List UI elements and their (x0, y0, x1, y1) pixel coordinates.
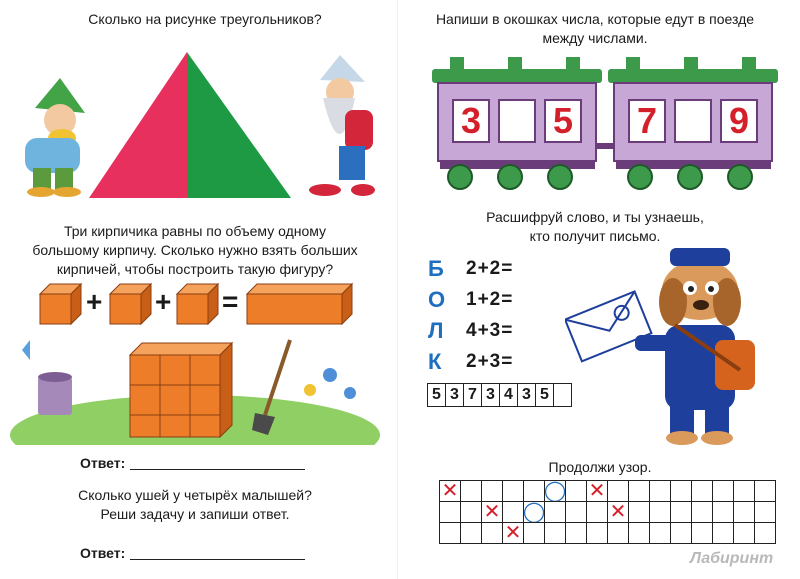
wagon1-window-1: 3 (452, 99, 490, 143)
code-cell: 3 (481, 383, 500, 407)
pattern-cell[interactable] (691, 480, 713, 502)
pattern-cell[interactable] (628, 501, 650, 523)
code-strip (428, 383, 572, 407)
pattern-cell-o: ◯ (543, 480, 567, 502)
pattern-cell[interactable] (649, 501, 671, 523)
cipher-row (428, 315, 513, 346)
watermark: Лабиринт (690, 550, 774, 567)
task-bricks-line-2: большому кирпичу. Сколько нужно взять больших (32, 242, 358, 258)
answer-label-2: Ответ: (80, 545, 126, 561)
plus-sign-2: + (155, 286, 172, 317)
pattern-row (440, 481, 776, 502)
pattern-cell[interactable] (691, 522, 713, 544)
pattern-row (440, 523, 776, 544)
task-bricks-line-1: Три кирпичика равны по объему одному (63, 223, 327, 239)
pattern-row (440, 502, 776, 523)
pattern-cell[interactable] (733, 480, 755, 502)
wagon1-window-2[interactable] (498, 99, 536, 143)
cipher-row (428, 284, 513, 315)
task-ears (20, 486, 370, 524)
pattern-cell[interactable] (523, 522, 545, 544)
code-cell: 4 (499, 383, 518, 407)
gnome-right-illustration (295, 50, 385, 200)
equals-sign: = (222, 286, 239, 317)
code-cell: 3 (517, 383, 536, 407)
task-cipher-line-2: кто получит письмо. (529, 228, 661, 244)
brick-cube-meadow-illustration (10, 335, 380, 445)
answer-field-2[interactable] (130, 559, 305, 560)
pattern-cell[interactable] (502, 501, 524, 523)
pattern-cell-o: ◯ (522, 501, 546, 523)
wagon2-window-1: 7 (628, 99, 666, 143)
wagon2-window-3: 9 (720, 99, 758, 143)
pattern-cell[interactable] (565, 501, 587, 523)
code-cell: 3 (445, 383, 464, 407)
task-ears-line-2: Реши задачу и запиши ответ. (100, 506, 290, 522)
pattern-cell[interactable] (544, 522, 566, 544)
pattern-cell[interactable] (481, 480, 503, 502)
pattern-cell[interactable] (712, 501, 734, 523)
answer-label-1: Ответ: (80, 455, 126, 471)
task-pattern: Продолжи узор. (548, 459, 652, 475)
code-cell: 5 (535, 383, 554, 407)
pattern-cell[interactable] (544, 501, 566, 523)
pattern-cell[interactable] (502, 480, 524, 502)
pattern-cell[interactable] (754, 522, 776, 544)
pattern-cell-x: ✕ (481, 501, 503, 523)
pattern-cell-x: ✕ (502, 522, 524, 544)
task-train (400, 10, 790, 48)
task-train-line-1: Напиши в окошках числа, которые едут в поезде (435, 11, 755, 27)
cipher-row (428, 253, 513, 284)
code-cell: 5 (427, 383, 446, 407)
pattern-cell[interactable] (481, 522, 503, 544)
cipher-row (428, 346, 513, 377)
cipher-letter: Б (428, 255, 444, 281)
pattern-cell[interactable] (439, 501, 461, 523)
cipher-expression: 1+2= (466, 288, 514, 310)
pattern-cell[interactable] (439, 522, 461, 544)
pattern-cell[interactable] (670, 522, 692, 544)
pattern-cell[interactable] (670, 480, 692, 502)
pattern-cell[interactable] (607, 522, 629, 544)
cipher-expression: 4+3= (466, 319, 514, 341)
small-brick-3 (175, 282, 220, 327)
triangle-figure (85, 48, 295, 203)
cipher-expression: 2+3= (466, 350, 514, 372)
pattern-cell[interactable] (460, 501, 482, 523)
pattern-cell[interactable] (628, 522, 650, 544)
pattern-cell[interactable] (649, 522, 671, 544)
cipher-letter: К (428, 348, 442, 374)
pattern-cell[interactable] (733, 522, 755, 544)
task-train-line-2: между числами. (542, 30, 648, 46)
pattern-grid (440, 481, 776, 544)
big-brick (245, 282, 355, 327)
pattern-cell-x: ✕ (607, 501, 629, 523)
pattern-cell[interactable] (754, 501, 776, 523)
cipher-list (428, 253, 513, 377)
pattern-cell[interactable] (649, 480, 671, 502)
cipher-letter: Л (428, 317, 444, 343)
pattern-cell[interactable] (712, 480, 734, 502)
page-fold (397, 0, 398, 579)
pattern-cell-x: ✕ (439, 480, 461, 502)
pattern-cell[interactable] (691, 501, 713, 523)
pattern-cell[interactable] (586, 501, 608, 523)
pattern-cell[interactable] (565, 480, 587, 502)
cipher-letter: О (428, 286, 446, 312)
pattern-cell[interactable] (628, 480, 650, 502)
small-brick-1 (38, 282, 83, 327)
pattern-cell[interactable] (565, 522, 587, 544)
task-cipher-line-1: Расшифруй слово, и ты узнаешь, (486, 209, 704, 225)
task-triangles: Сколько на рисунке треугольников? (88, 11, 322, 27)
train (430, 55, 795, 195)
plus-sign-1: + (86, 286, 103, 317)
cipher-expression: 2+2= (466, 257, 514, 279)
pattern-cell[interactable] (733, 501, 755, 523)
pattern-cell[interactable] (670, 501, 692, 523)
pattern-cell[interactable] (586, 522, 608, 544)
small-brick-2 (108, 282, 153, 327)
pattern-cell[interactable] (523, 480, 545, 502)
pattern-cell[interactable] (754, 480, 776, 502)
pattern-cell[interactable] (460, 480, 482, 502)
pattern-cell[interactable] (607, 480, 629, 502)
wagon2-window-2[interactable] (674, 99, 712, 143)
wagon1-window-3: 5 (544, 99, 582, 143)
pattern-cell-x: ✕ (586, 480, 608, 502)
answer-field-1[interactable] (130, 469, 305, 470)
task-bricks (5, 222, 385, 279)
code-cell: 7 (463, 383, 482, 407)
task-ears-line-1: Сколько ушей у четырёх малышей? (78, 487, 312, 503)
dog-postman-illustration (565, 240, 785, 450)
pattern-cell[interactable] (712, 522, 734, 544)
task-bricks-line-3: кирпичей, чтобы построить такую фигуру? (56, 261, 334, 277)
pattern-cell[interactable] (460, 522, 482, 544)
